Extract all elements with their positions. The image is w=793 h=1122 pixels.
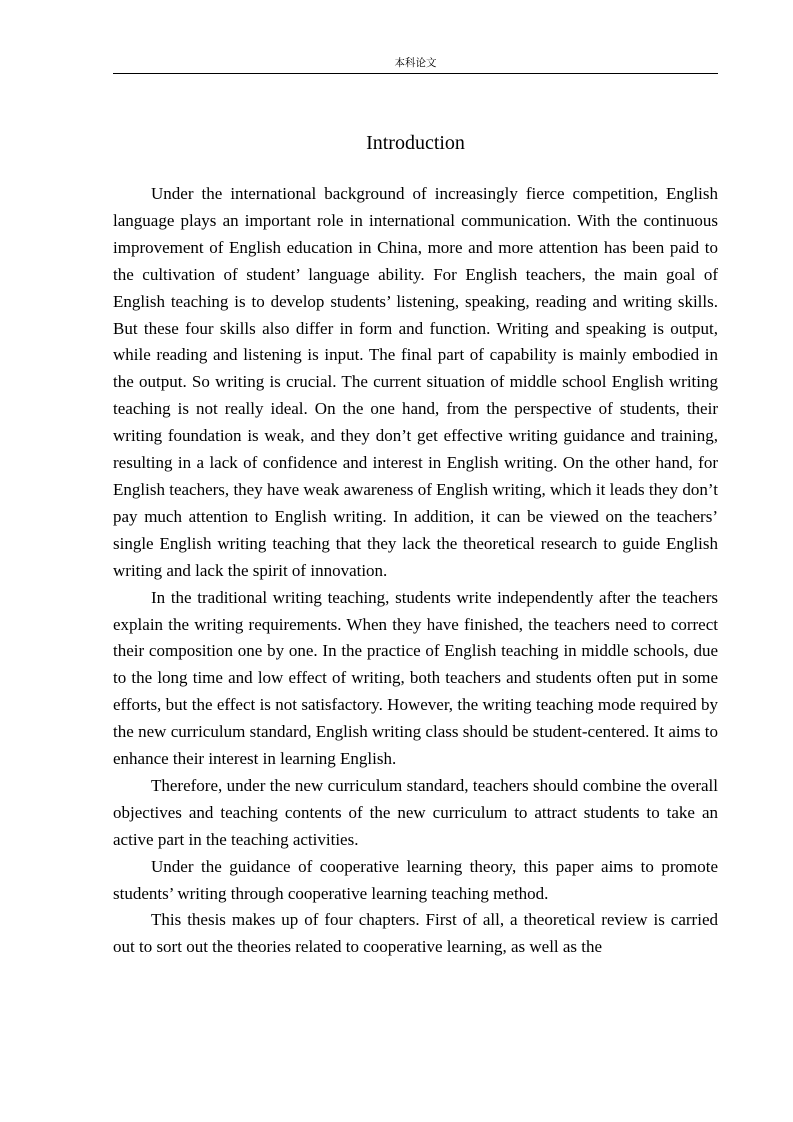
paragraph-1: Under the international background of increasingly fierce competition, English language plays an important role in international communication. With the continuous improvement of English education in China, more and more attention has been paid to the cultivation of student’ language ability. For English teachers, the main goal of English teaching is to develop students’ listening, speaking, reading and writing skills. But these four skills also differ in form and function. Writing and speaking is output, while reading and listening is input. The final part of capability is mainly embodied in the output. So writing is crucial. The current situation of middle school English writing teaching is not really ideal. On the one hand, from the perspective of students, their writing foundation is weak, and they don’t get effective writing guidance and training, resulting in a lack of confidence and interest in English writing. On the other hand, for English teachers, they have weak awareness of English writing, which it leads they don’t pay much attention to English writing. In addition, it can be viewed on the teachers’ single English writing teaching that they lack the theoretical research to guide English writing and lack the spirit of innovation. [113, 184, 718, 580]
paragraph-3: Therefore, under the new curriculum standard, teachers should combine the overall objectives and teaching contents of the new curriculum to attract students to take an active part in the teaching activities. [113, 775, 718, 849]
paragraph-4: Under the guidance of cooperative learning theory, this paper aims to promote students’ writing through cooperative learning teaching method. [113, 856, 718, 903]
running-header: 本科论文 [394, 57, 437, 69]
paragraph-2: In the traditional writing teaching, students write independently after the teachers explain the writing requirements. When they have finished, the teachers need to correct their composition one by one. In the practice of English teaching in middle schools, due to the long time and low effect of writing, both teachers and students often put in some efforts, but the effect is not satisfactory. However, the writing teaching mode required by the new curriculum standard, English writing class should be student-centered. It aims to enhance their interest in learning English. [113, 587, 718, 769]
body-text [113, 181, 718, 961]
header-rule [113, 73, 718, 74]
paragraph-5: This thesis makes up of four chapters. First of all, a theoretical review is carried out to sort out the theories related to cooperative learning, as well as the [113, 910, 718, 957]
section-title: Introduction [366, 132, 465, 154]
